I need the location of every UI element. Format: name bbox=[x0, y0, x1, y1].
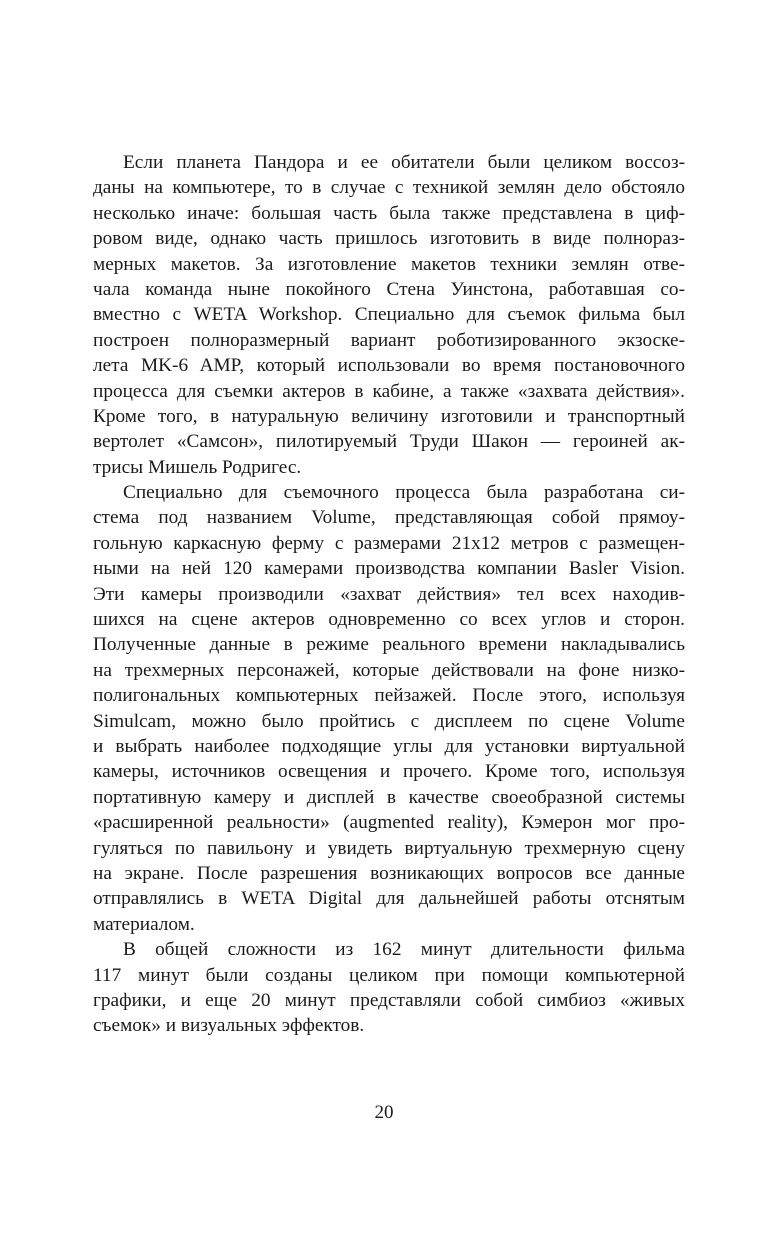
text-line: полигональных компьютерных пейзажей. После этого, используя bbox=[93, 685, 685, 707]
text-line: камеры, источников освещения и прочего. Кроме того, используя bbox=[93, 761, 685, 783]
text-line: лета MK-6 AMP, который использовали во время постановочного bbox=[93, 355, 685, 377]
text-line: 117 минут были созданы целиком при помощи компьютерной bbox=[93, 964, 685, 986]
text-line: вертолет «Самсон», пилотируемый Труди Шакон — героиней ак- bbox=[93, 431, 685, 453]
paragraph-3 bbox=[93, 937, 685, 1039]
text-line: графики, и еще 20 минут представляли собой симбиоз «живых bbox=[93, 989, 685, 1011]
text-line: Специально для съемочного процесса была разработана си- bbox=[123, 482, 685, 504]
text-line: В общей сложности из 162 минут длительности фильма bbox=[123, 939, 685, 961]
page-body bbox=[93, 150, 685, 1039]
paragraph-1 bbox=[93, 150, 685, 480]
text-line: ными на ней 120 камерами производства компании Basler Vision. bbox=[93, 558, 685, 580]
text-line: на экране. После разрешения возникающих вопросов все данные bbox=[93, 862, 685, 884]
text-line: Полученные данные в режиме реального времени накладывались bbox=[93, 634, 685, 656]
text-line: чала команда ныне покойного Стена Уинстона, работавшая со- bbox=[93, 278, 685, 300]
text-line: «расширенной реальности» (augmented reality), Кэмерон мог про- bbox=[93, 812, 685, 834]
text-line: и выбрать наиболее подходящие углы для установки виртуальной bbox=[93, 735, 685, 757]
text-line: Simulcam, можно было пройтись с дисплеем по сцене Volume bbox=[93, 710, 685, 732]
text-line: гуляться по павильону и увидеть виртуальную трехмерную сцену bbox=[93, 837, 685, 859]
text-line: на трехмерных персонажей, которые действовали на фоне низко- bbox=[93, 659, 685, 681]
paragraph-2 bbox=[93, 480, 685, 937]
text-line: трисы Мишель Родригес. bbox=[93, 456, 302, 478]
text-line: Если планета Пандора и ее обитатели были целиком воссоз- bbox=[123, 152, 685, 173]
text-line: Кроме того, в натуральную величину изготовили и транспортный bbox=[93, 405, 685, 427]
text-line: ровом виде, однако часть пришлось изготовить в виде полнораз- bbox=[93, 228, 685, 250]
text-line: Эти камеры производили «захват действия» тел всех находив- bbox=[93, 583, 685, 605]
text-line: шихся на сцене актеров одновременно со всех углов и сторон. bbox=[93, 609, 685, 631]
text-line: вместно с WETA Workshop. Специально для съемок фильма был bbox=[93, 304, 685, 326]
text-line: несколько иначе: большая часть была также представлена в циф- bbox=[93, 202, 685, 224]
text-line: гольную каркасную ферму с размерами 21x12 метров с размещен- bbox=[93, 532, 685, 554]
text-line: процесса для съемки актеров в кабине, а также «захвата действия». bbox=[93, 380, 685, 402]
text-line: мерных макетов. За изготовление макетов техники землян отве- bbox=[93, 253, 685, 275]
text-line: отправлялись в WETA Digital для дальнейшей работы отснятым bbox=[93, 888, 685, 910]
text-line: построен полноразмерный вариант роботизированного экзоске- bbox=[93, 329, 685, 351]
text-line: материалом. bbox=[93, 913, 195, 935]
text-line: стема под названием Volume, представляющая собой прямоу- bbox=[93, 507, 685, 529]
page-number: 20 bbox=[374, 1102, 394, 1123]
text-line: съемок» и визуальных эффектов. bbox=[93, 1015, 365, 1037]
text-line: даны на компьютере, то в случае с техникой землян дело обстояло bbox=[93, 177, 685, 199]
text-line: портативную камеру и дисплей в качестве своеобразной системы bbox=[93, 786, 685, 808]
